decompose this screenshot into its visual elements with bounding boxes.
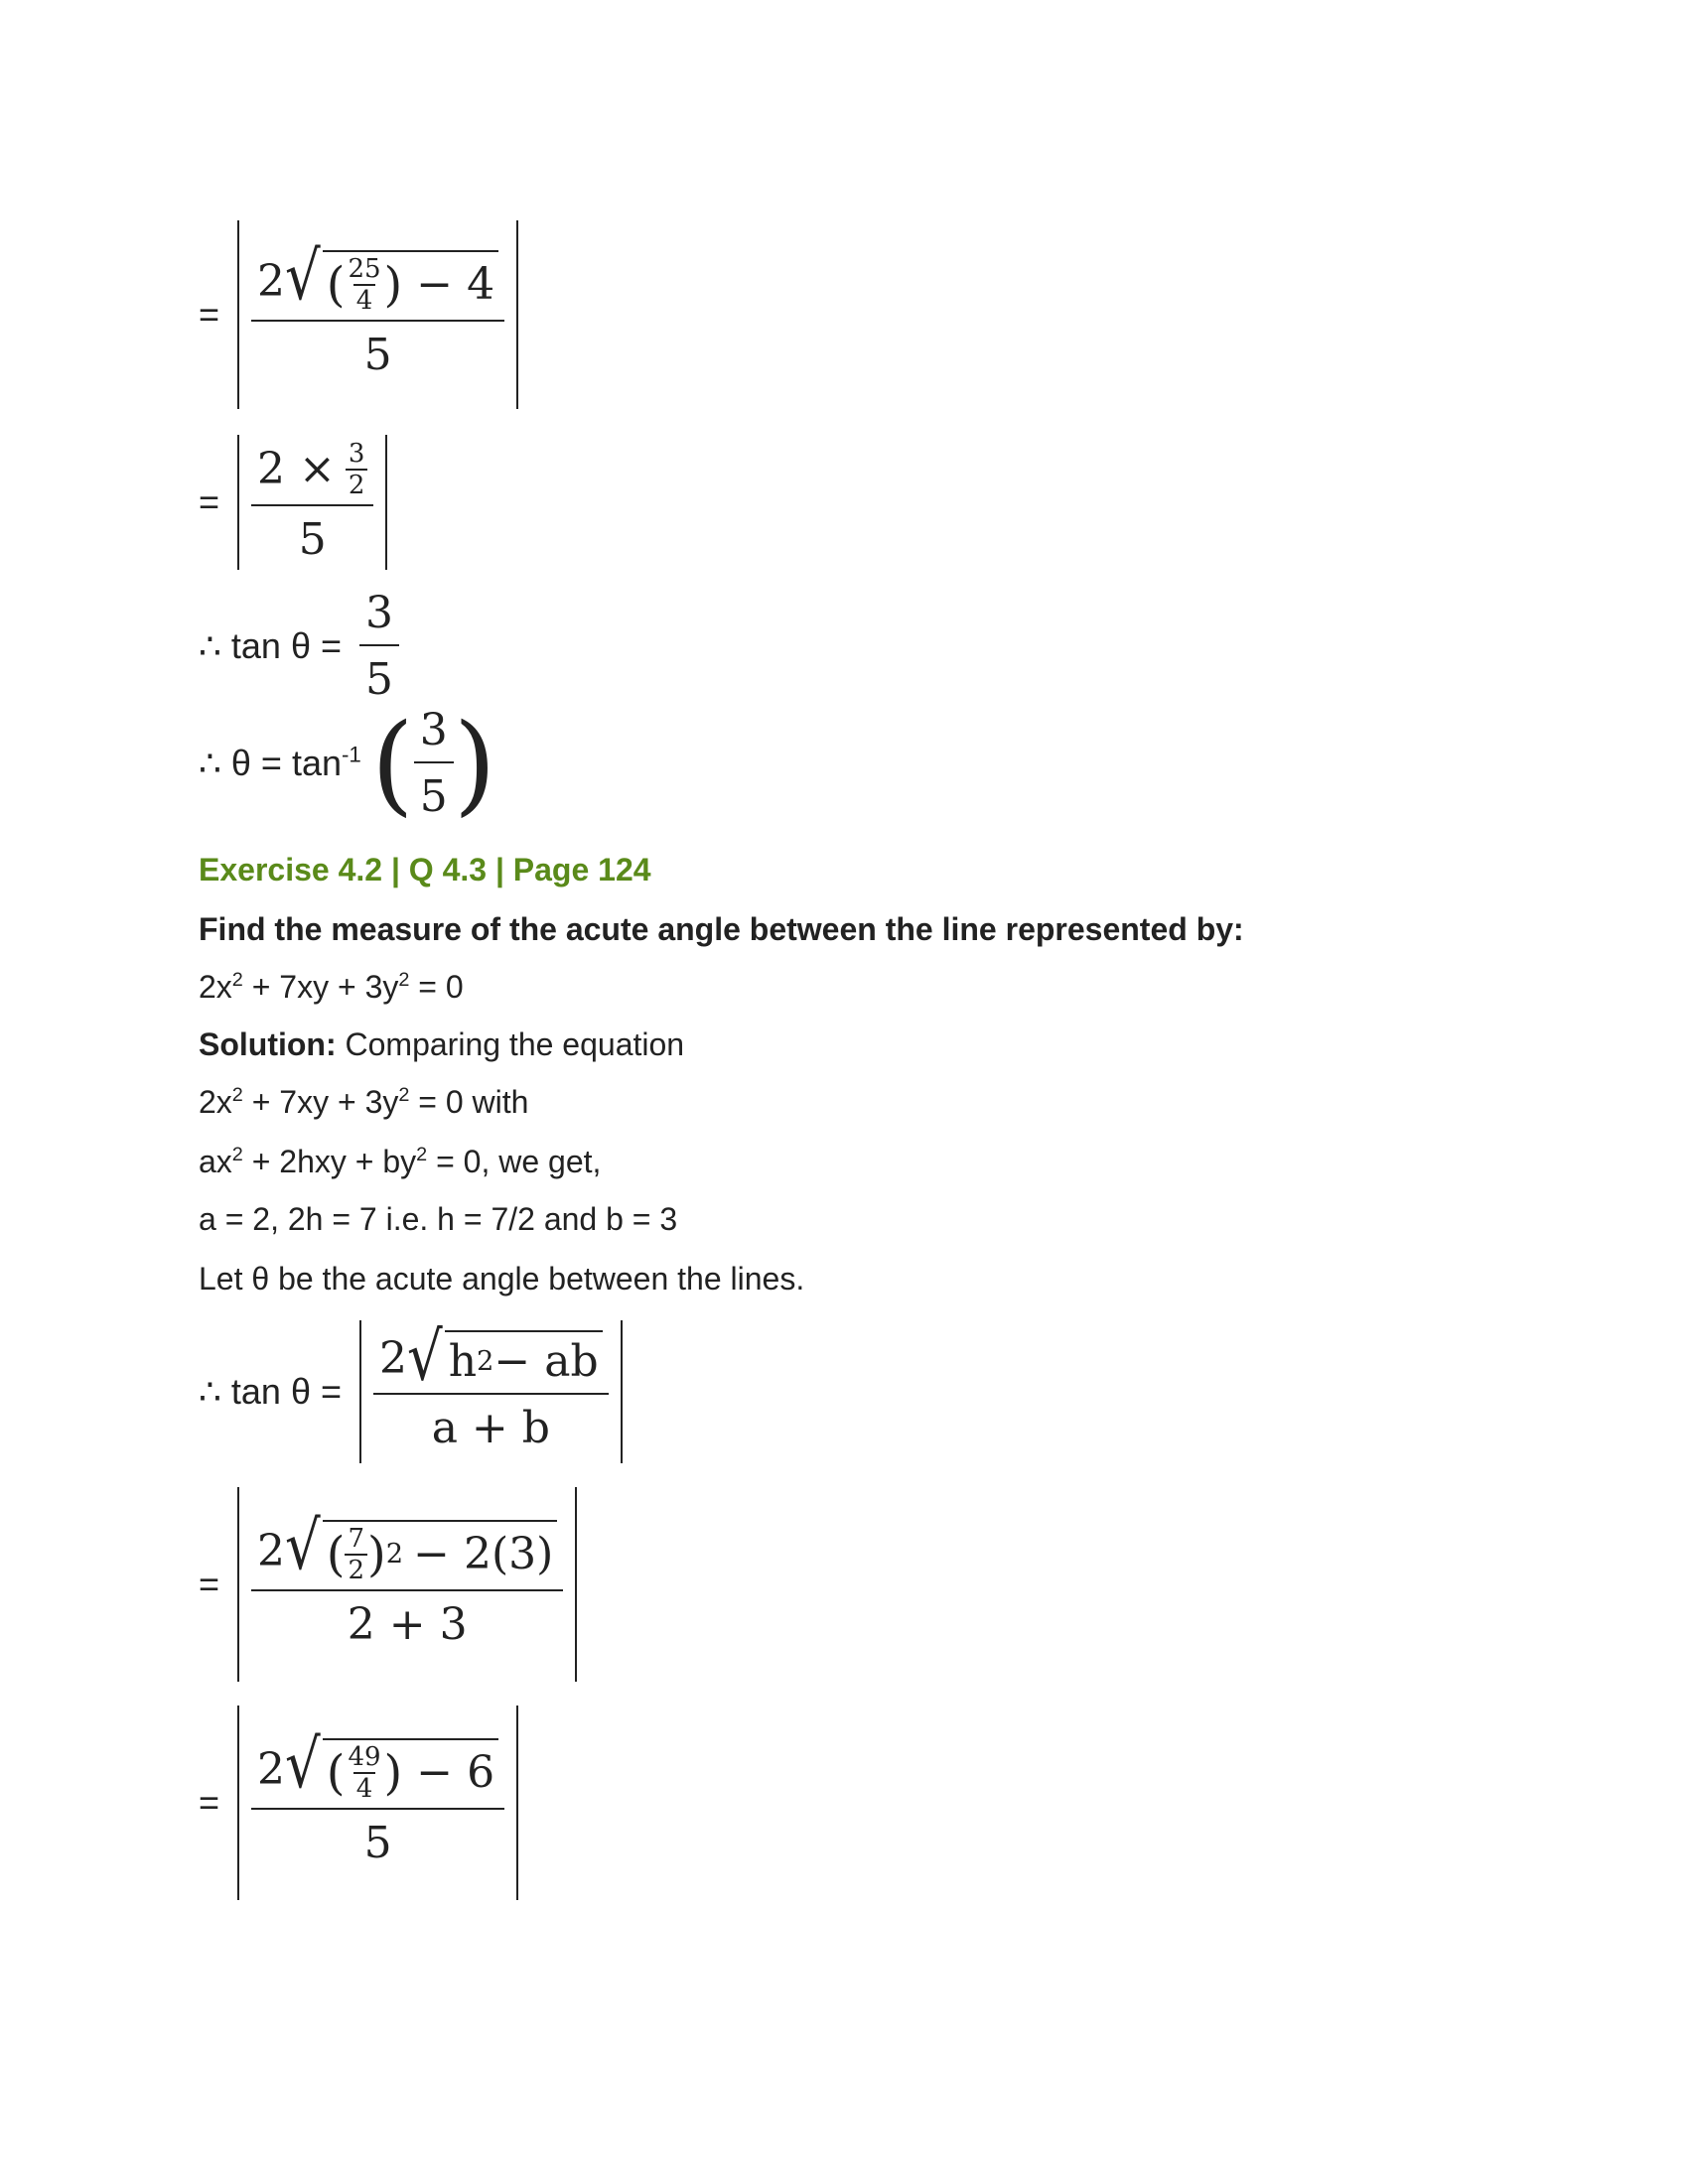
inner-fraction: $\frac{3}{2}$ — [346, 441, 368, 498]
step-expr-3 — [199, 1487, 577, 1682]
let-line: Let θ be the acute angle between the lines. — [199, 1261, 805, 1297]
inner-fraction: $\frac{7}{2}$ — [345, 1526, 367, 1583]
step-expr-1 — [199, 220, 518, 409]
coefficient: 2 — [257, 256, 286, 307]
tan-result: ∴ tan θ = $\frac{3}{5}$ — [199, 588, 399, 705]
fraction: $\frac{3}{5}$ — [359, 588, 399, 705]
square-root: √ ( $\frac{25}{4}$ ) − 4 — [285, 250, 498, 314]
abs-value-expression — [237, 1487, 577, 1682]
radical-icon: √ — [285, 1507, 321, 1585]
radical-icon: √ — [407, 1318, 443, 1397]
equation-line: $2x^2 + 7xy + 3y^2 = 0$ — [199, 969, 464, 1005]
radical-icon: √ — [285, 237, 321, 316]
square-root: √ ( $\frac{7}{2}$ ) 2 − 2(3) — [285, 1520, 557, 1583]
denominator: 5 — [251, 320, 504, 380]
abs-value-expression — [237, 220, 518, 409]
inner-fraction: $\frac{49}{4}$ — [348, 1741, 381, 1804]
step-expr-4 — [199, 1706, 518, 1900]
solution-line: Solution: Comparing the equation — [199, 1026, 685, 1062]
fraction: 2 × $\frac{3}{2}$ 5 — [251, 441, 373, 565]
denominator: 2 + 3 — [251, 1589, 563, 1650]
fraction — [251, 237, 504, 380]
abs-value-expression — [359, 1320, 623, 1463]
fraction: 2 √ ( $\frac{49}{4}$ ) − 6 5 — [251, 1738, 504, 1868]
tan-formula: ∴ tan θ = 2 √ h 2 − ab a + b — [199, 1320, 623, 1463]
values-line: a = 2, 2h = 7 i.e. h = 7/2 and b = 3 — [199, 1201, 678, 1237]
denominator: 5 — [251, 1808, 504, 1868]
abs-value-expression — [237, 435, 387, 570]
step-expr-2 — [199, 435, 387, 570]
solution-label: Solution: — [199, 1026, 337, 1062]
abs-value-expression — [237, 1706, 518, 1900]
equation-line: $2x^2 + 7xy + 3y^2 = 0$ with — [199, 1084, 529, 1120]
square-root: √ ( $\frac{49}{4}$ ) − 6 — [285, 1738, 498, 1802]
radical-icon: √ — [285, 1725, 321, 1804]
equals-sign: = — [199, 1564, 220, 1604]
question-text: Find the measure of the acute angle between the line represented by: — [199, 911, 1244, 947]
exercise-heading: Exercise 4.2 | Q 4.3 | Page 124 — [199, 852, 651, 887]
square-root: √ h 2 − ab — [407, 1330, 603, 1387]
fraction: 2 √ ( $\frac{7}{2}$ ) 2 − 2(3) 2 + 3 — [251, 1520, 563, 1650]
equals-sign: = — [199, 481, 220, 522]
equals-sign: = — [199, 1782, 220, 1823]
fraction: $\frac{3}{5}$ — [414, 705, 454, 822]
inner-fraction: $\frac{25}{4}$ — [348, 253, 381, 316]
equation-line: $ax^2 + 2hxy + by^2 = 0$, we get, — [199, 1144, 602, 1179]
denominator: a + b — [373, 1393, 609, 1453]
equals-sign: = — [199, 294, 220, 335]
denominator: 5 — [251, 504, 373, 565]
theta-result: ∴ $\theta = \tan^{-1}$ ( $\frac{3}{5}$ ) — [199, 700, 496, 827]
fraction: 2 √ h 2 − ab a + b — [373, 1330, 609, 1453]
